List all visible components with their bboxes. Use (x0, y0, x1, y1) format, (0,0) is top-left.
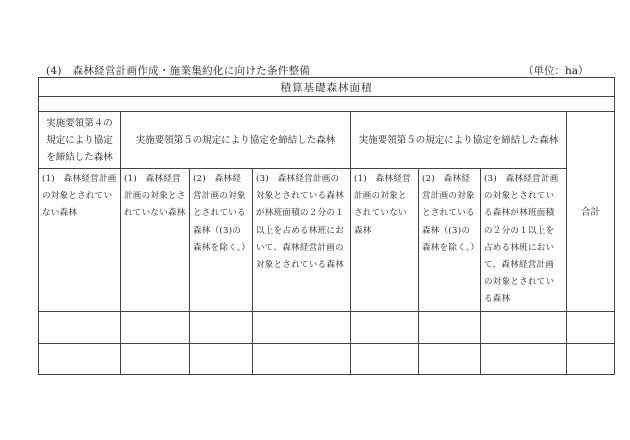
data-cell (481, 311, 567, 343)
table-row (39, 343, 615, 374)
column-header-1: (1) 森林経営計画の対象とされていない森林 (39, 169, 121, 312)
group-article5-header-2: 実施要領第５の規定により協定を締結した森林 (351, 112, 567, 169)
data-cell (121, 311, 190, 343)
table-row (39, 311, 615, 343)
data-cell (253, 343, 351, 374)
data-cell (351, 311, 419, 343)
header-spacer (39, 97, 615, 112)
data-cell (39, 343, 121, 374)
column-header-6: (2) 森林経営計画の対象とされている森林（(3)の森林を除く。） (419, 169, 481, 312)
area-table (38, 77, 615, 375)
unit-label: （単位：ha） (523, 65, 589, 77)
table-title: 積算基礎森林面積 (39, 78, 615, 97)
data-cell (39, 311, 121, 343)
column-header-5: (1) 森林経営計画の対象とされていない森林 (351, 169, 419, 312)
data-cell (481, 343, 567, 374)
column-header-7: (3) 森林経営計画の対象とされている森林が林班面積の２分の１以上を占める林班において、森林経営計画の対象とされている森林 (481, 169, 567, 312)
column-header-2: (1) 森林経営計画の対象とされていない森林 (121, 169, 190, 312)
data-cell (121, 343, 190, 374)
data-cell (190, 343, 253, 374)
data-cell (567, 343, 615, 374)
group-article5-header-1: 実施要領第５の規定により協定を締結した森林 (121, 112, 351, 169)
data-cell (419, 311, 481, 343)
data-cell (253, 311, 351, 343)
data-cell (351, 343, 419, 374)
data-cell (567, 311, 615, 343)
total-header: 合計 (567, 112, 615, 312)
data-cell (419, 343, 481, 374)
data-cell (190, 311, 253, 343)
column-header-4: (3) 森林経営計画の対象とされている森林が林班面積の２分の１以上を占める林班において、森林経営計画の対象とされている森林 (253, 169, 351, 312)
section-heading: (4) 森林経営計画作成・施業集約化に向けた条件整備 (46, 65, 311, 77)
column-header-3: (2) 森林経営計画の対象とされている森林（(3)の森林を除く。） (190, 169, 253, 312)
group-article4-header: 実施要領第４の 規定により協定 を締結した森林 (39, 112, 121, 169)
